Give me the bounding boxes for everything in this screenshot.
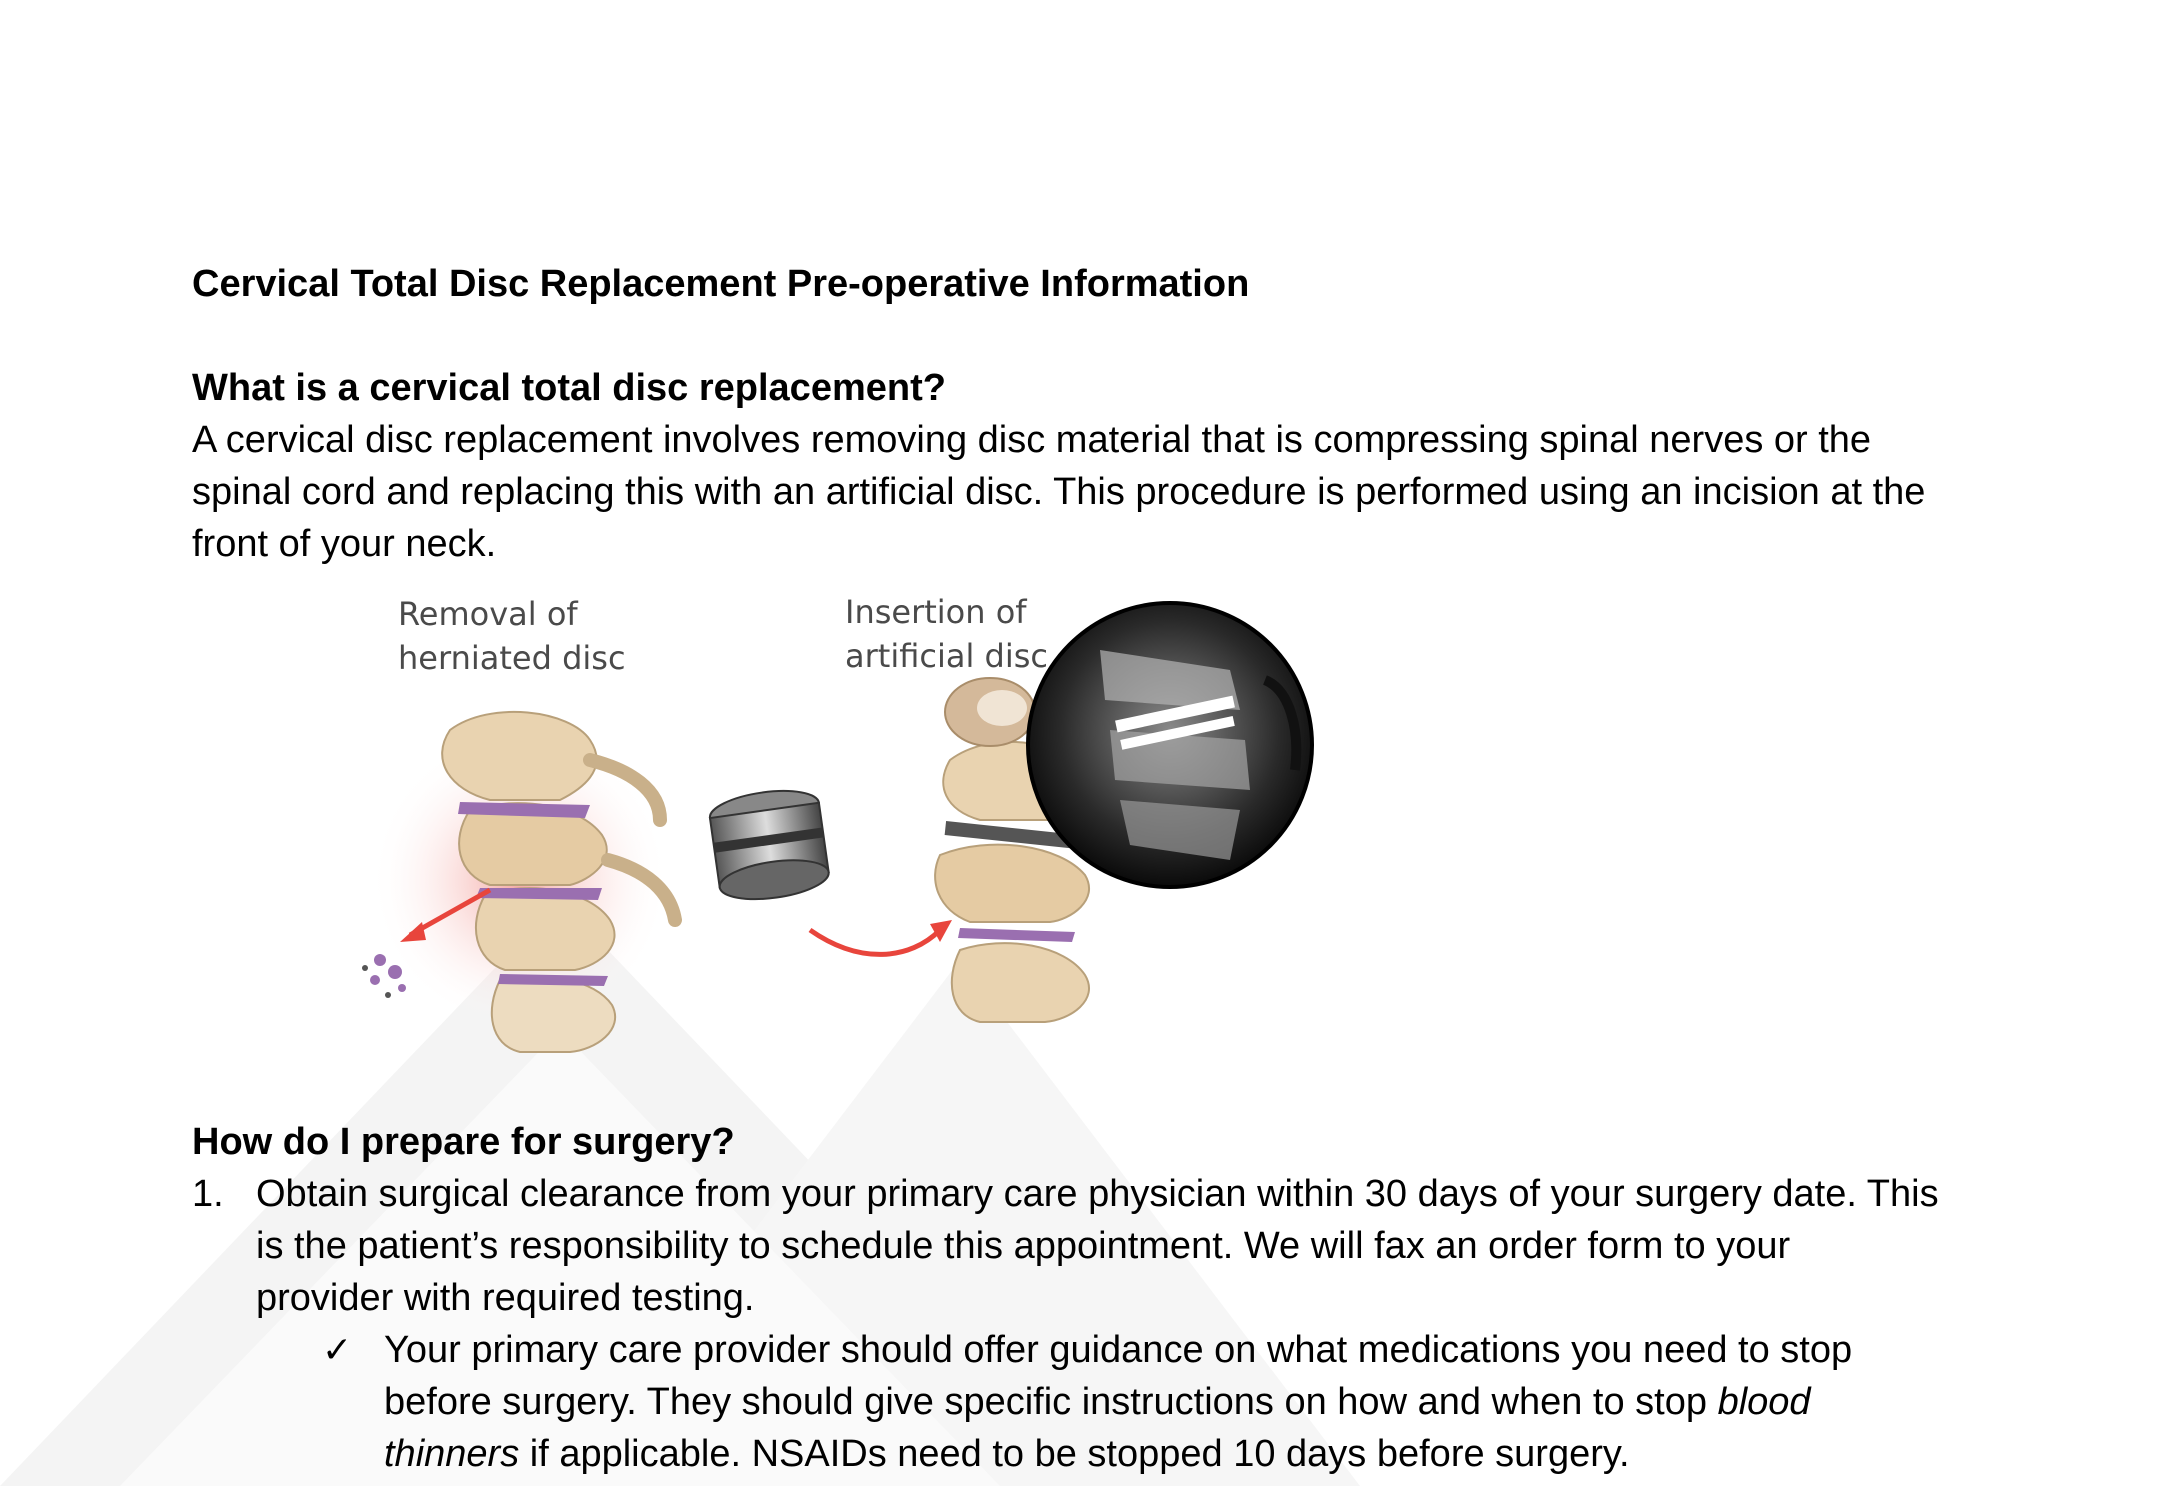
illustration-label-artificial: artificial disc xyxy=(845,637,1048,675)
illustration-label-removal: Removal of xyxy=(398,595,578,633)
paragraph-line: spinal cord and replacing this with an artificial disc. This procedure is performed using an incision at the xyxy=(192,471,1926,513)
sublist-text: if applicable. NSAIDs need to be stopped 10 days before surgery. xyxy=(519,1433,1630,1475)
left-spine-drawing xyxy=(362,712,675,1052)
sublist-item-line: Your primary care provider should offer guidance on what medications you need to stop xyxy=(384,1329,1853,1371)
checkmark-icon: ✓ xyxy=(322,1329,353,1370)
xray-inset-drawing xyxy=(1028,603,1312,887)
sublist-emphasis: thinners xyxy=(384,1433,520,1475)
sublist-item-line xyxy=(384,1376,1811,1428)
illustration-label-insertion: Insertion of xyxy=(845,593,1027,631)
sublist-item-line xyxy=(384,1428,1630,1480)
artificial-disc-drawing xyxy=(707,785,831,905)
illustration-label-herniated: herniated disc xyxy=(398,639,626,677)
disc-replacement-illustration xyxy=(340,590,1420,1070)
section-heading-what-is: What is a cervical total disc replacement? xyxy=(192,367,946,409)
sublist-text: before surgery. They should give specific instructions on how and when to stop xyxy=(384,1381,1718,1423)
list-number: 1. xyxy=(192,1173,224,1215)
sublist-emphasis: blood xyxy=(1717,1381,1811,1423)
list-item-line: Obtain surgical clearance from your primary care physician within 30 days of your surgery date. This xyxy=(256,1173,1939,1215)
document-title: Cervical Total Disc Replacement Pre-operative Information xyxy=(192,263,1250,305)
list-item-line: is the patient’s responsibility to schedule this appointment. We will fax an order form to your xyxy=(256,1225,1791,1267)
paragraph-line: A cervical disc replacement involves removing disc material that is compressing spinal nerves or the xyxy=(192,419,1872,461)
list-item-line: provider with required testing. xyxy=(256,1277,755,1319)
section-heading-prepare: How do I prepare for surgery? xyxy=(192,1121,735,1163)
paragraph-line: front of your neck. xyxy=(192,523,497,565)
